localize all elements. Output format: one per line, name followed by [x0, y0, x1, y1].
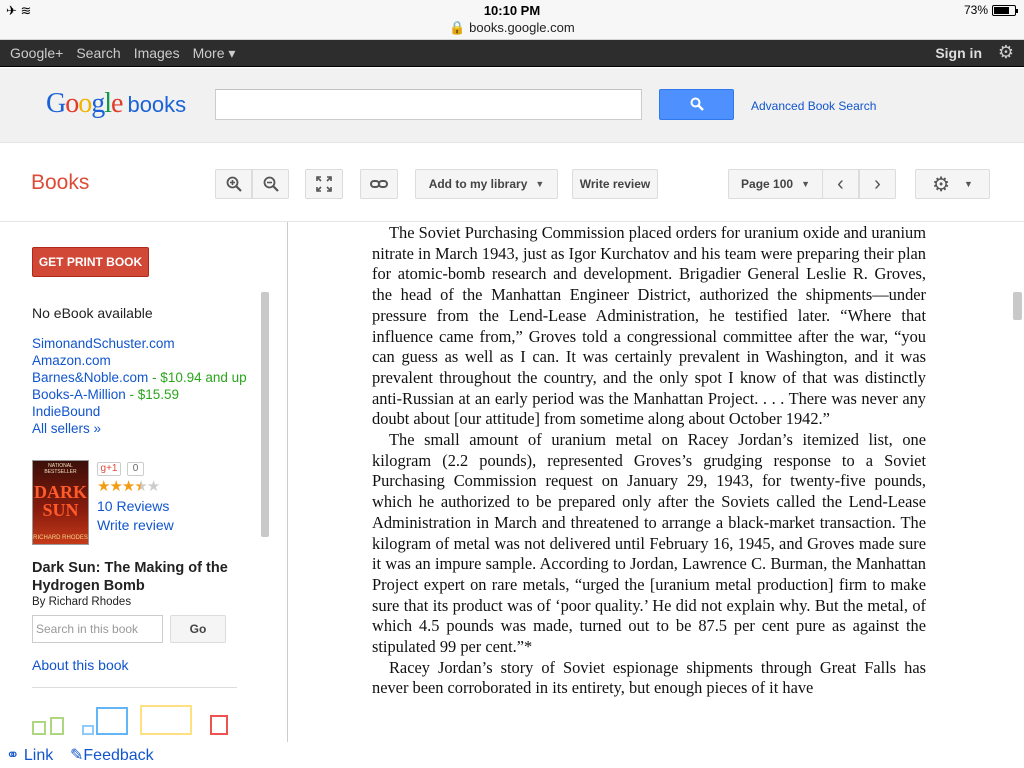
- advanced-book-search-link[interactable]: Advanced Book Search: [751, 99, 877, 113]
- status-time: 10:10 PM: [483, 3, 541, 18]
- seller-item[interactable]: [32, 369, 247, 386]
- google-plus-button[interactable]: g+1: [97, 462, 121, 476]
- cover-top-text: NATIONAL BESTSELLER: [44, 463, 77, 475]
- feedback-label: Feedback: [83, 747, 154, 764]
- chevron-down-icon: ▼: [535, 179, 545, 189]
- fullscreen-icon: [316, 176, 332, 192]
- search-button[interactable]: [659, 89, 734, 120]
- zoom-in-button[interactable]: [215, 169, 252, 199]
- get-print-book-button[interactable]: GET PRINT BOOK: [32, 247, 149, 277]
- rating-stars: [97, 477, 159, 495]
- feedback-icon: ✎: [70, 747, 84, 764]
- toolbar: [0, 144, 1024, 222]
- airplane-wifi-icon: ✈ ≋: [6, 3, 32, 18]
- google-bar: [0, 40, 1024, 67]
- seller-item[interactable]: [32, 335, 247, 352]
- seller-item[interactable]: [32, 420, 247, 437]
- gbar-item-more[interactable]: More ▾: [192, 45, 236, 61]
- chevron-down-icon: ▼: [964, 179, 973, 189]
- thumbnail[interactable]: [82, 725, 94, 735]
- write-review-label: Write review: [579, 177, 651, 191]
- book-title: Dark Sun: The Making of the Hydrogen Bomb: [32, 560, 228, 594]
- chevron-right-icon: ›: [874, 172, 881, 195]
- thumbnail[interactable]: [140, 705, 192, 735]
- seller-link[interactable]: IndieBound: [32, 404, 101, 419]
- zoom-out-button[interactable]: [252, 169, 289, 199]
- sidebar-scrollbar[interactable]: [261, 292, 269, 537]
- write-review-button[interactable]: [572, 169, 658, 199]
- page-select-label: Page 100: [741, 177, 794, 191]
- thumbnail[interactable]: [50, 717, 64, 735]
- seller-link[interactable]: Barnes&Noble.com: [32, 370, 149, 385]
- go-button[interactable]: Go: [170, 615, 226, 643]
- gbar-item-googleplus[interactable]: Google+: [10, 45, 64, 61]
- related-thumbnails[interactable]: [32, 705, 242, 735]
- battery-fill: [994, 7, 1009, 14]
- google-plus-count: 0: [127, 462, 144, 476]
- gear-icon: ⚙: [932, 173, 950, 196]
- thumbnail[interactable]: [96, 707, 128, 735]
- sign-in-link[interactable]: Sign in: [935, 45, 982, 61]
- book-page-viewer[interactable]: [287, 222, 1022, 742]
- header: [0, 68, 1024, 143]
- no-ebook-label: No eBook available: [32, 305, 153, 321]
- book-cover[interactable]: [32, 460, 89, 545]
- about-this-book-link[interactable]: About this book: [32, 657, 129, 673]
- battery-percent: 73%: [963, 3, 988, 17]
- add-to-library-button[interactable]: [415, 169, 558, 199]
- gbar-item-search[interactable]: Search: [76, 45, 121, 61]
- thumbnail[interactable]: [210, 715, 228, 735]
- seller-item[interactable]: [32, 403, 247, 420]
- feedback-button[interactable]: [70, 745, 154, 765]
- page-paragraph: Racey Jordan’s story of Soviet espionage shipments through Great Falls has never been corroborated in its entirety, but enough pieces of it have: [372, 657, 926, 698]
- battery-indicator: [964, 3, 1016, 17]
- seller-item[interactable]: [32, 386, 247, 403]
- url-text: books.google.com: [469, 20, 575, 35]
- star-icon: ★: [109, 478, 122, 495]
- search-icon: [690, 97, 704, 111]
- thumbnail[interactable]: [32, 721, 46, 735]
- book-author: By Richard Rhodes: [32, 596, 132, 608]
- cover-title: DARK SUN: [34, 482, 87, 520]
- status-bar: [0, 0, 1024, 40]
- link-button[interactable]: [360, 169, 398, 199]
- search-input[interactable]: [215, 89, 642, 120]
- half-star-icon: ★: [134, 478, 147, 495]
- seller-list: [32, 335, 247, 437]
- page-text: [372, 223, 926, 699]
- books-title[interactable]: Books: [31, 171, 90, 194]
- all-sellers-link[interactable]: All sellers »: [32, 421, 102, 436]
- battery-icon: [992, 5, 1016, 16]
- zoom-in-icon: [226, 176, 242, 192]
- seller-link[interactable]: Books-A-Million: [32, 387, 126, 402]
- fullscreen-button[interactable]: [305, 169, 343, 199]
- divider: [32, 687, 237, 688]
- seller-link[interactable]: Amazon.com: [32, 353, 111, 368]
- seller-item[interactable]: [32, 352, 247, 369]
- next-page-button[interactable]: [859, 169, 896, 199]
- gbar-item-images[interactable]: Images: [133, 45, 180, 61]
- url-bar[interactable]: 🔒 books.google.com: [449, 20, 575, 35]
- google-books-logo[interactable]: Google books: [46, 88, 187, 119]
- logo-books-text: books: [127, 92, 187, 117]
- star-icon: ★: [97, 478, 110, 495]
- reviews-link[interactable]: 10 Reviews: [97, 498, 170, 514]
- link-button-bottom[interactable]: [6, 745, 53, 765]
- link-icon: [370, 178, 388, 190]
- star-icon: ★: [121, 478, 135, 495]
- gbar-nav: [10, 45, 235, 62]
- page-paragraph: The small amount of uranium metal on Racey Jordan’s itemized list, one kilogram (2.2 pounds), represented Groves’s grudging response to a Soviet Purchasing Commission request on January 29, 1943, for twenty-five pounds, which he authorized to be prepared only after the Soviets called the Lend-Lease Administration in March and threatened to arrange a black-market transaction. The kilogram of metal was not delivered until February 16, 1945, and Groves made sure it was an impure sample. According to Jordan, Lawrence C. Burman, the Manhattan Project expert on rare metals, “urged the [uranium metal production] firm to make sure that its product was of ‘poor quality.’ He did not explain why. But the metal, of which 4.5 pounds was made, turned out to be 87.5 per cent pure as against the stipulated 99 per cent.”*: [372, 430, 926, 657]
- sidebar-write-review-link[interactable]: Write review: [97, 517, 174, 533]
- seller-price: - $15.59: [125, 387, 180, 402]
- page-select[interactable]: [728, 169, 823, 199]
- gear-icon[interactable]: ⚙: [997, 42, 1014, 62]
- link-label: Link: [23, 747, 54, 764]
- previous-page-button[interactable]: [822, 169, 859, 199]
- search-in-book-input[interactable]: Search in this book: [32, 615, 163, 643]
- seller-link[interactable]: SimonandSchuster.com: [32, 336, 175, 351]
- sidebar: [0, 222, 262, 742]
- cover-author: RICHARD RHODES: [33, 535, 88, 541]
- add-to-library-label: Add to my library: [428, 177, 528, 191]
- star-empty-icon: ★: [146, 478, 160, 495]
- link-icon: ⚭: [6, 747, 20, 764]
- page-scrollbar[interactable]: [1013, 292, 1022, 320]
- chevron-down-icon: ▼: [801, 179, 810, 189]
- zoom-out-icon: [263, 176, 279, 192]
- settings-button[interactable]: [915, 169, 990, 199]
- seller-price: - $10.94 and up: [148, 370, 247, 385]
- chevron-left-icon: ‹: [837, 172, 844, 195]
- page-paragraph: The Soviet Purchasing Commission placed orders for uranium oxide and uranium nitrate in March 1943, just as Igor Kurchatov and his team were preparing their plan for atomic-bomb research and development. Brigadier General Leslie R. Groves, the head of the Manhattan Engineer District, authorized the shipments—under pressure from the Lend-Lease Administration, he testified later. “Where that influence came from,” Groves told a congressional committee after the war, “you can guess as well as I can. It was certainly prevalent in Washington, and it was prevalent throughout the country, and the only spot I know of that was distinctly anti-Russian at an early period was the Manhattan Project. . . . There was never any doubt about [our attitude] from sometime along about October 1942.”: [372, 223, 926, 429]
- bottom-bar: [0, 742, 1024, 768]
